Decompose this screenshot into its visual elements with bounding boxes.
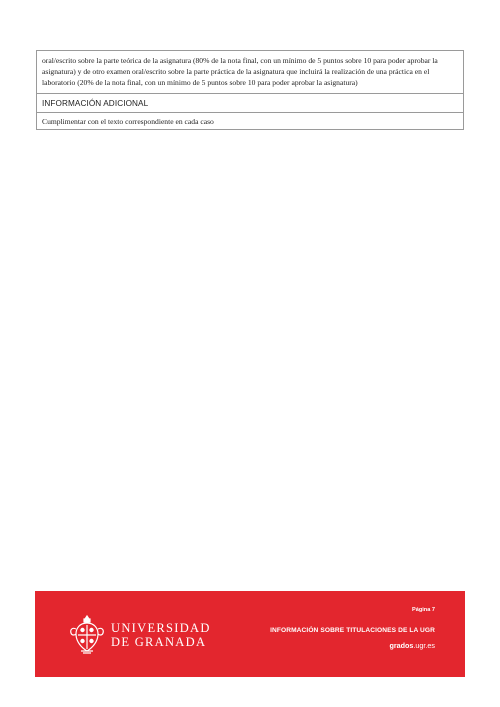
university-name xyxy=(111,621,211,649)
footer-site-link[interactable] xyxy=(389,641,435,650)
ugr-coat-of-arms-icon xyxy=(67,613,107,655)
evaluation-continued-text: oral/escrito sobre la parte teórica de la asignatura (80% de la nota final, con un mínimo de 5 puntos sobre 10 para poder aprobar la asignatura) y de otro examen oral/escrito sobre la parte práctica de la asignatura que incluirá la realización de una práctica en el laboratorio (20% de la nota final, con un mínimo de 5 puntos sobre 10 para poder aprobar la asignatura) xyxy=(42,56,438,88)
site-rest-part: .ugr.es xyxy=(413,641,435,650)
footer-info-title: INFORMACIÓN SOBRE TITULACIONES DE LA UGR xyxy=(270,627,435,634)
content-table xyxy=(36,50,464,130)
site-bold-part: grados xyxy=(389,641,414,650)
additional-info-text: Cumplimentar con el texto correspondiente en cada caso xyxy=(37,112,463,129)
additional-info-heading: INFORMACIÓN ADICIONAL xyxy=(37,93,463,112)
page-number: Página 7 xyxy=(411,607,435,613)
university-name-line1: UNIVERSIDAD xyxy=(111,621,211,635)
university-name-line2: DE GRANADA xyxy=(111,635,207,649)
page-footer xyxy=(35,591,465,677)
